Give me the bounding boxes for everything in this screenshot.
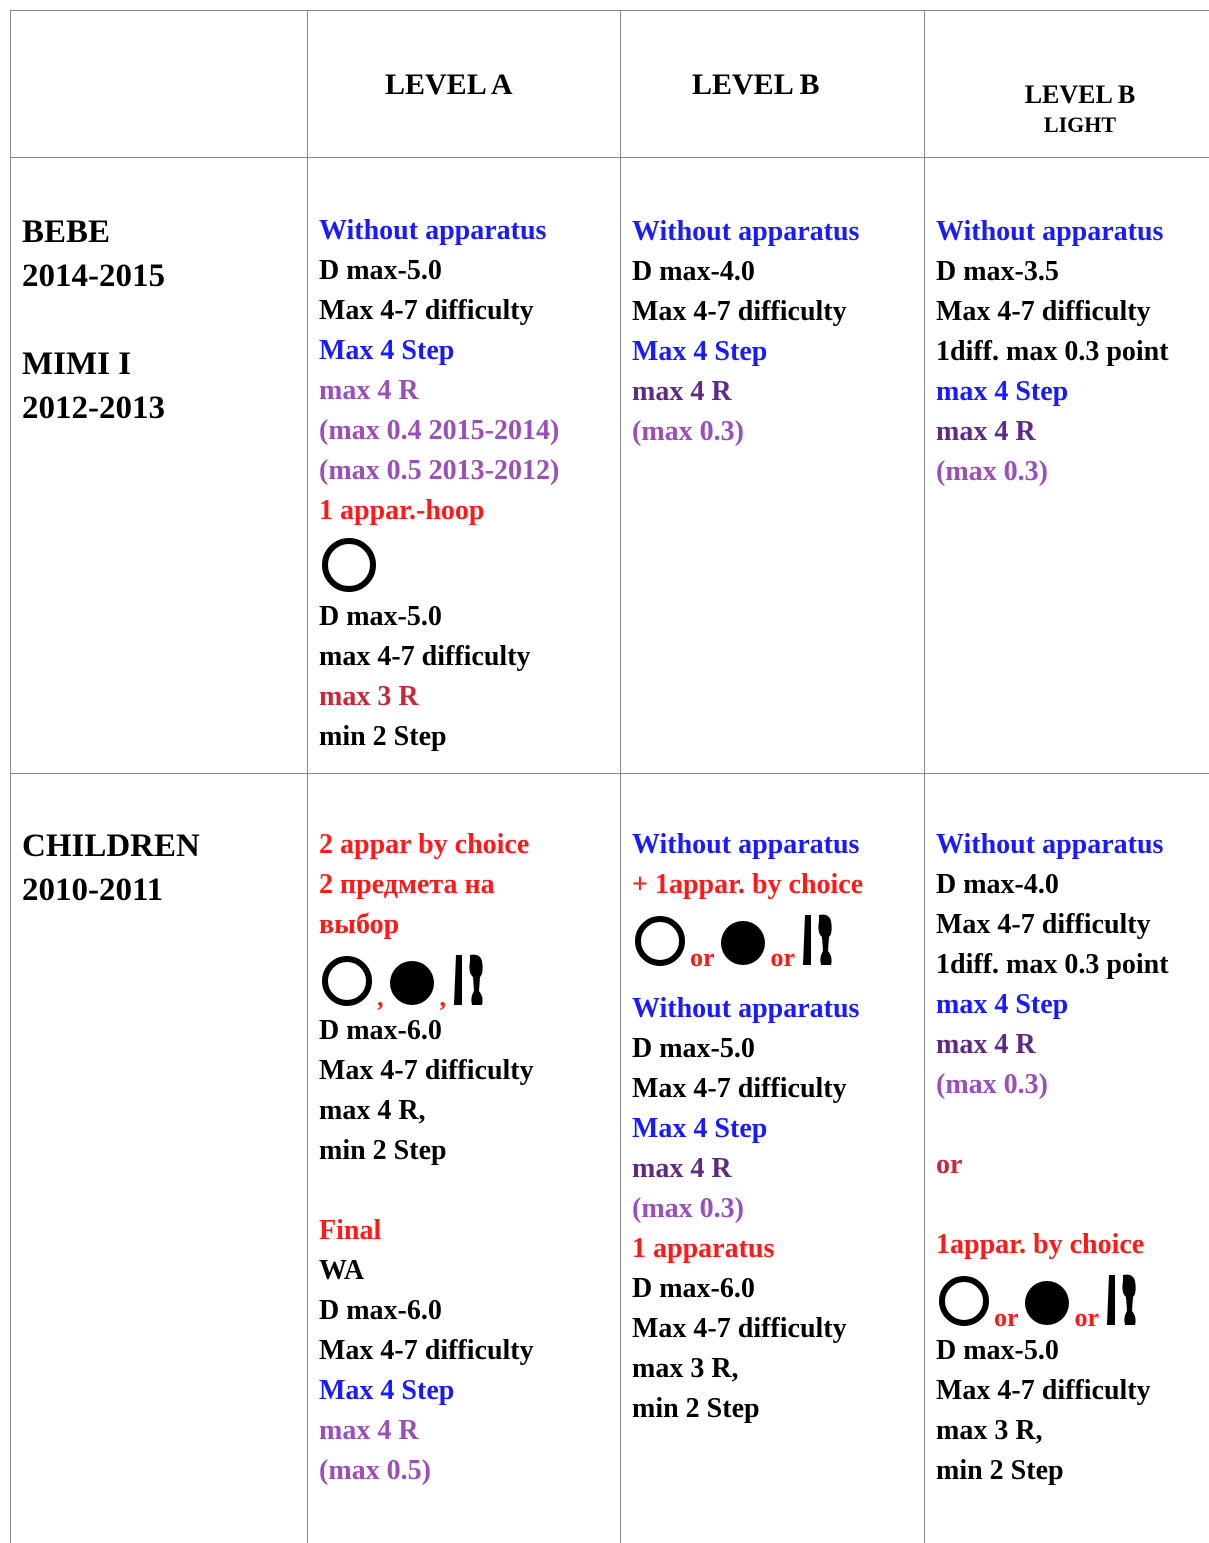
text-line: D max-4.0	[936, 869, 1059, 900]
text-line: D max-6.0	[319, 1295, 442, 1326]
header-level-b-light-line2: LIGHT	[1043, 112, 1117, 137]
row1-level-b-light-cell	[936, 212, 1169, 492]
text-line: 1 appar.-hoop	[319, 495, 485, 526]
text-line: max 4 R,	[319, 1095, 426, 1126]
text-line: Without apparatus	[936, 216, 1164, 247]
row1-label	[22, 210, 165, 430]
text-line: max 4-7 difficulty	[319, 641, 531, 672]
text-line: max 4 R	[936, 1029, 1036, 1060]
text-line: min 2 Step	[319, 1135, 447, 1166]
hoop-icon	[319, 535, 379, 595]
text-line: D max-6.0	[632, 1273, 755, 1304]
header-level-b: LEVEL B	[692, 68, 820, 101]
header-row-border	[10, 157, 1209, 158]
col-divider-1	[307, 10, 308, 1543]
hoop-icon	[632, 913, 688, 969]
icon-separator: or	[994, 1303, 1019, 1332]
text-line: max 3 R,	[632, 1353, 739, 1384]
text-line: 1diff. max 0.3 point	[936, 949, 1169, 980]
text-line: min 2 Step	[936, 1455, 1064, 1486]
text-line: or	[936, 1149, 963, 1180]
header-level-a: LEVEL A	[385, 68, 513, 101]
row1-label-line: 2014-2015	[22, 258, 165, 294]
text-line: (max 0.4 2015-2014)	[319, 415, 560, 446]
text-line: (max 0.3)	[936, 1069, 1048, 1100]
table-left-border	[10, 10, 11, 1543]
text-line: D max-6.0	[319, 1015, 442, 1046]
text-line: 1appar. by choice	[936, 1229, 1145, 1260]
text-line: выбор	[319, 909, 400, 940]
row2-label-line: 2010-2011	[22, 872, 164, 908]
row2-level-b-cell	[632, 825, 863, 1429]
row1-label-line: BEBE	[22, 214, 111, 250]
text-line: Max 4-7 difficulty	[936, 1375, 1151, 1406]
text-line: max 3 R,	[936, 1415, 1043, 1446]
text-line: Without apparatus	[632, 829, 860, 860]
row2-label-line: CHILDREN	[22, 828, 200, 864]
text-line: Without apparatus	[632, 993, 860, 1024]
table-top-border	[10, 10, 1209, 11]
text-line: Without apparatus	[319, 215, 547, 246]
row1-level-b-cell	[632, 212, 859, 452]
col-divider-3	[924, 10, 925, 1543]
hoop-icon	[319, 953, 375, 1009]
row1-label-line: MIMI I	[22, 346, 132, 382]
icon-separator: or	[1074, 1303, 1100, 1332]
text-line: (max 0.5)	[319, 1455, 431, 1486]
text-line: Max 4-7 difficulty	[632, 1073, 847, 1104]
text-line: D max-4.0	[632, 256, 755, 287]
icon-separator: or	[770, 943, 796, 972]
text-line: 2 предмета на	[319, 869, 495, 900]
text-line: max 4 R	[936, 416, 1036, 447]
clubs-icon	[448, 951, 492, 1009]
icon-separator: ,	[439, 983, 446, 1012]
text-line: Max 4-7 difficulty	[319, 1055, 534, 1086]
text-line: D max-5.0	[632, 1033, 755, 1064]
text-line: Max 4-7 difficulty	[319, 1335, 534, 1366]
text-line: Without apparatus	[632, 216, 860, 247]
text-line: Without apparatus	[936, 829, 1164, 860]
text-line: max 4 R	[319, 375, 419, 406]
text-line: WA	[319, 1255, 365, 1286]
text-line: 2 appar by choice	[319, 829, 530, 860]
text-line: Max 4 Step	[319, 1375, 455, 1406]
ball-icon	[1021, 1277, 1073, 1329]
row1-label-line: 2012-2013	[22, 390, 165, 426]
text-line: Max 4-7 difficulty	[936, 296, 1151, 327]
row1-level-a-cell	[319, 211, 559, 757]
text-line: 1 apparatus	[632, 1233, 775, 1264]
apparatus-icons	[319, 533, 559, 595]
text-line: (max 0.5 2013-2012)	[319, 455, 560, 486]
text-line: max 4 R	[632, 376, 732, 407]
text-line: Max 4-7 difficulty	[936, 909, 1151, 940]
text-line: Max 4 Step	[632, 336, 768, 367]
text-line: max 4 Step	[936, 376, 1069, 407]
text-line: max 4 Step	[936, 989, 1069, 1020]
row2-level-b-light-cell	[936, 825, 1169, 1491]
text-line: Max 4-7 difficulty	[632, 1313, 847, 1344]
row2-label	[22, 824, 200, 912]
text-line: min 2 Step	[319, 721, 447, 752]
icon-separator: ,	[377, 983, 384, 1012]
apparatus-icons	[936, 1267, 1169, 1332]
text-line: Max 4-7 difficulty	[319, 295, 534, 326]
text-line: + 1appar. by choice	[632, 869, 864, 900]
apparatus-icons	[319, 947, 534, 1012]
row1-border	[10, 773, 1209, 774]
ball-icon	[386, 957, 438, 1009]
text-line: Max 4 Step	[319, 335, 455, 366]
text-line: 1diff. max 0.3 point	[936, 336, 1169, 367]
apparatus-icons	[632, 907, 863, 972]
row2-level-a-cell	[319, 825, 534, 1491]
text-line: max 4 R	[319, 1415, 419, 1446]
text-line: D max-5.0	[319, 255, 442, 286]
text-line: D max-3.5	[936, 256, 1059, 287]
text-line: max 4 R	[632, 1153, 732, 1184]
text-line: Final	[319, 1215, 382, 1246]
text-line: Max 4 Step	[632, 1113, 768, 1144]
text-line: D max-5.0	[319, 601, 442, 632]
text-line: max 3 R	[319, 681, 419, 712]
text-line: (max 0.3)	[936, 456, 1048, 487]
header-level-b-light-line1: LEVEL B	[1024, 80, 1136, 109]
hoop-icon	[936, 1273, 992, 1329]
header-level-b-light	[1010, 80, 1150, 140]
text-line: (max 0.3)	[632, 416, 744, 447]
clubs-icon	[1101, 1271, 1145, 1329]
ball-icon	[717, 917, 769, 969]
text-line: D max-5.0	[936, 1335, 1059, 1366]
clubs-icon	[797, 911, 841, 969]
col-divider-2	[620, 10, 621, 1543]
icon-separator: or	[690, 943, 715, 972]
text-line: min 2 Step	[632, 1393, 760, 1424]
text-line: Max 4-7 difficulty	[632, 296, 847, 327]
text-line: (max 0.3)	[632, 1193, 744, 1224]
